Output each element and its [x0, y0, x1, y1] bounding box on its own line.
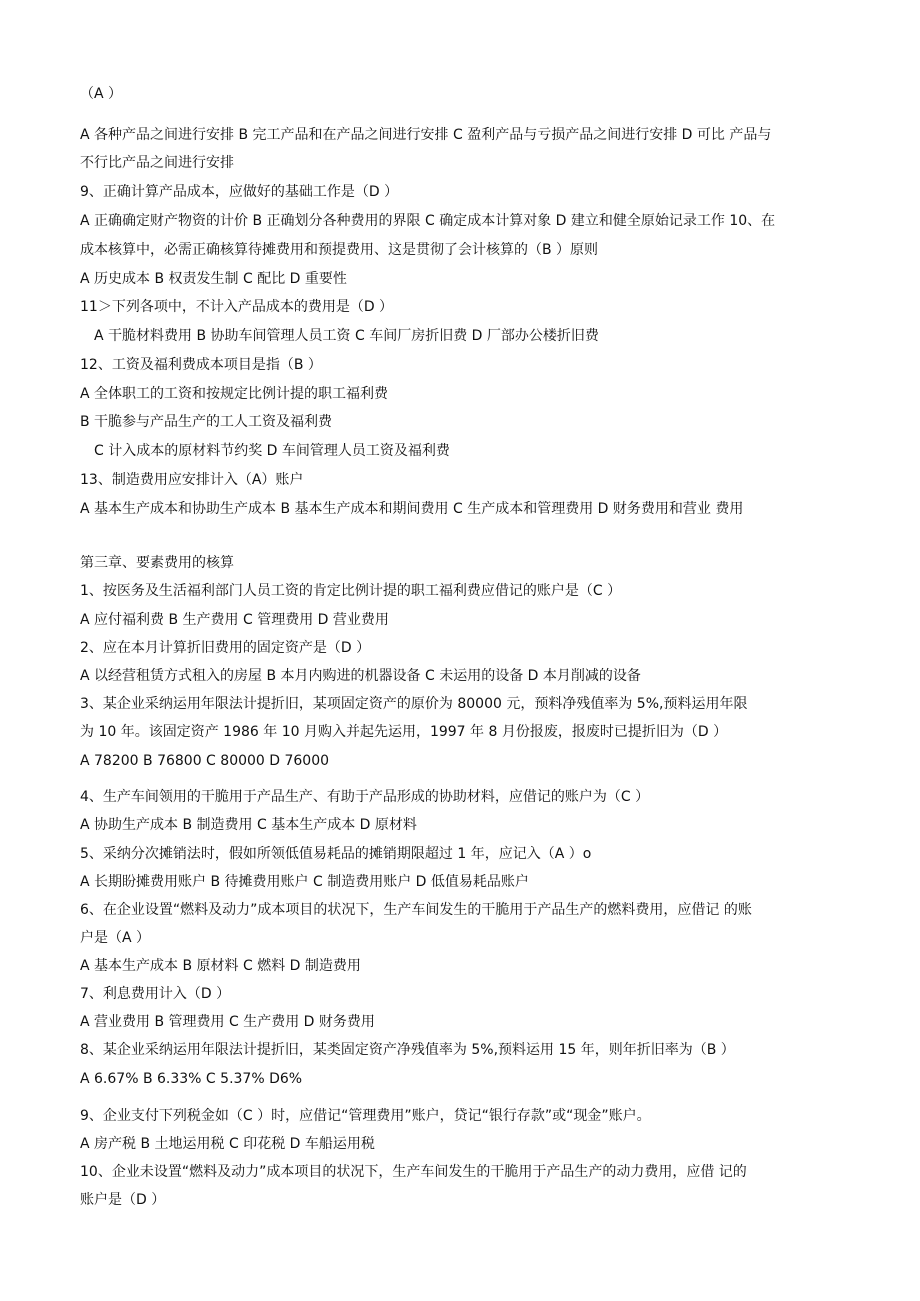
- text-line: A 干脆材料费用 B 协助车间管理人员工资 C 车间厂房折旧费 D 厂部办公楼折旧费: [94, 328, 599, 344]
- question-5: 5、采纳分次摊销法时，假如所领低值易耗品的摊销期限超过 1 年，应记入（A ）o: [80, 846, 592, 862]
- question-2: 2、应在本月计算折旧费用的固定资产是（D ）: [80, 640, 371, 656]
- text-line: A 长期盼摊费用账户 B 待摊费用账户 C 制造费用账户 D 低值易耗品账户: [80, 874, 529, 890]
- question-4: 4、生产车间领用的干脆用于产品生产、有助于产品形成的协助材料，应借记的账户为（C ）: [80, 789, 650, 805]
- text-line: A 正确确定财产物资的计价 B 正确划分各种费用的界限 C 确定成本计算对象 D 建立和健全原始记录工作 10、在: [80, 213, 776, 229]
- question-11: 11＞下列各项中，不计入产品成本的费用是（D ）: [80, 299, 394, 315]
- text-line: A 应付福利费 B 生产费用 C 管理费用 D 营业费用: [80, 612, 389, 628]
- text-line: A 历史成本 B 权责发生制 C 配比 D 重要性: [80, 271, 347, 287]
- text-line: （A ）: [80, 86, 123, 102]
- chapter-heading: 第三章、要素费用的核算: [80, 555, 234, 571]
- question-9: 9、正确计算产品成本，应做好的基础工作是（D ）: [80, 184, 399, 200]
- text-line: A 全体职工的工资和按规定比例计提的职工福利费: [80, 386, 389, 402]
- text-line: 为 10 年。该固定资产 1986 年 10 月购入并起先运用，1997 年 8 月份报废，报废时已提折旧为（D ）: [80, 724, 728, 740]
- text-line: A 基本生产成本和协助生产成本 B 基本生产成本和期间费用 C 生产成本和管理费用 D 财务费用和营业 费用: [80, 501, 744, 517]
- text-line: A 营业费用 B 管理费用 C 生产费用 D 财务费用: [80, 1014, 375, 1030]
- text-line: 成本核算中，必需正确核算待摊费用和预提费用、这是贯彻了会计核算的（B ）原则: [80, 242, 599, 258]
- text-line: C 计入成本的原材料节约奖 D 车间管理人员工资及福利费: [94, 443, 450, 459]
- text-line: 不行比产品之间进行安排: [80, 155, 234, 171]
- question-7: 7、利息费用计入（D ）: [80, 986, 231, 1002]
- question-10: 10、企业未设置“燃料及动力”成本项目的状况下，生产车间发生的干脆用于产品生产的动力费用，应借 记的: [80, 1164, 747, 1180]
- text-line: 户是（A ）: [80, 930, 151, 946]
- text-line: A 78200 B 76800 C 80000 D 76000: [80, 753, 330, 769]
- text-line: B 干脆参与产品生产的工人工资及福利费: [80, 414, 333, 430]
- text-line: A 各种产品之间进行安排 B 完工产品和在产品之间进行安排 C 盈利产品与亏损产品之间进行安排 D 可比 产品与: [80, 127, 772, 143]
- question-1: 1、按医务及生活福利部门人员工资的肯定比例计提的职工福利费应借记的账户是（C ）: [80, 583, 622, 599]
- text-line: A 协助生产成本 B 制造费用 C 基本生产成本 D 原材料: [80, 817, 417, 833]
- question-9-tax: 9、企业支付下列税金如（C ）时，应借记“管理费用”账户，贷记“银行存款”或“现金”账户。: [80, 1108, 651, 1124]
- question-6: 6、在企业设置“燃料及动力”成本项目的状况下，生产车间发生的干脆用于产品生产的燃料费用，应借记 的账: [80, 902, 752, 918]
- text-line: A 6.67% B 6.33% C 5.37% D6%: [80, 1071, 303, 1087]
- question-8: 8、某企业采纳运用年限法计提折旧，某类固定资产净残值率为 5%,预料运用 15 年，则年折旧率为（B ）: [80, 1042, 735, 1058]
- text-line: A 房产税 B 土地运用税 C 印花税 D 车船运用税: [80, 1136, 375, 1152]
- question-12: 12、工资及福利费成本项目是指（B ）: [80, 357, 322, 373]
- question-13: 13、制造费用应安排计入（A）账户: [80, 472, 304, 488]
- text-line: 账户是（D ）: [80, 1192, 166, 1208]
- text-line: A 基本生产成本 B 原材料 C 燃料 D 制造费用: [80, 958, 361, 974]
- text-line: A 以经营租赁方式租入的房屋 B 本月内购进的机器设备 C 未运用的设备 D 本月削减的设备: [80, 668, 641, 684]
- question-3: 3、某企业采纳运用年限法计提折旧，某项固定资产的原价为 80000 元，预料净残值率为 5%,预料运用年限: [80, 696, 748, 712]
